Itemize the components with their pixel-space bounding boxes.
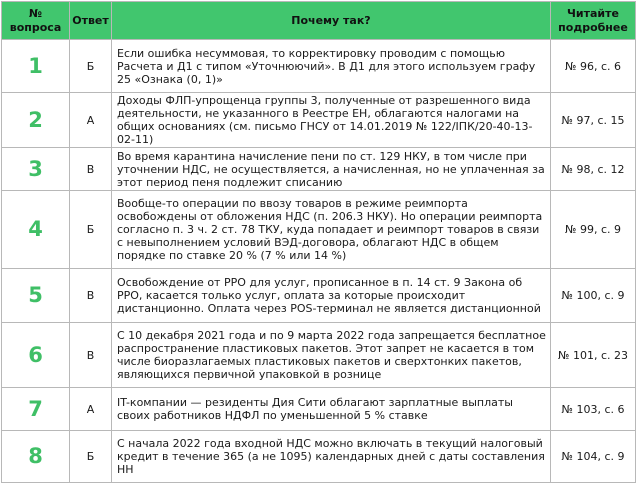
reference-cell: № 98, с. 12	[551, 148, 636, 191]
reference-cell: № 103, с. 6	[551, 388, 636, 431]
header-read-more: Читайте подробнее	[551, 2, 636, 40]
answer-cell: Б	[70, 191, 112, 269]
table-row	[2, 269, 636, 323]
explanation-cell: Освобождение от РРО для услуг, прописанное в п. 14 ст. 9 Закона об РРО, касается только услуг, оплата за которые происходит дистанционно. Оплата через POS-терминал не является дистанционной	[112, 269, 551, 323]
answer-cell: В	[70, 323, 112, 388]
explanation-cell: IT-компании — резиденты Дия Сити облагают зарплатные выплаты своих работников НДФЛ по уменьшенной 5 % ставке	[112, 388, 551, 431]
reference-cell: № 100, с. 9	[551, 269, 636, 323]
table-row	[2, 93, 636, 148]
reference-cell: № 104, с. 9	[551, 431, 636, 483]
question-number: 3	[2, 148, 70, 191]
table-header	[2, 2, 636, 40]
reference-cell: № 99, с. 9	[551, 191, 636, 269]
answer-cell: А	[70, 388, 112, 431]
explanation-cell: Доходы ФЛП-упрощенца группы 3, полученные от разрешенного вида деятельности, не указанного в Реестре ЕН, облагаются налогами на общих основаниях (см. письмо ГНСУ от 14.01.2019 № 122/ІПК/20-40-13-02-11)	[112, 93, 551, 148]
question-number: 2	[2, 93, 70, 148]
table-row	[2, 388, 636, 431]
answers-table	[1, 1, 636, 483]
header-why: Почему так?	[112, 2, 551, 40]
question-number: 4	[2, 191, 70, 269]
question-number: 6	[2, 323, 70, 388]
table-row	[2, 148, 636, 191]
question-number: 8	[2, 431, 70, 483]
question-number: 1	[2, 40, 70, 93]
explanation-cell: Вообще-то операции по ввозу товаров в режиме реимпорта освобождены от обложения НДС (п. 206.3 НКУ). Но операции реимпорта согласно п. 3 ч. 2 ст. 78 ТКУ, куда попадает и реимпорт товаров в связи с невыполнением условий ВЭД-договора, облагают НДС в общем порядке по ставке 20 % (7 % или 14 %)	[112, 191, 551, 269]
answer-cell: Б	[70, 40, 112, 93]
header-answer: Ответ	[70, 2, 112, 40]
reference-cell: № 97, с. 15	[551, 93, 636, 148]
question-number: 7	[2, 388, 70, 431]
table-row	[2, 323, 636, 388]
answer-cell: В	[70, 269, 112, 323]
table-row	[2, 431, 636, 483]
table-row	[2, 191, 636, 269]
answers-table-container	[1, 1, 635, 483]
explanation-cell: Если ошибка несуммовая, то корректировку проводим с помощью Расчета и Д1 с типом «Уточнюючий». В Д1 для этого используем графу 25 «Ознака (0, 1)»	[112, 40, 551, 93]
header-question-number: № вопроса	[2, 2, 70, 40]
explanation-cell: Во время карантина начисление пени по ст. 129 НКУ, в том числе при уточнении НДС, не осуществляется, а начисленная, но не уплаченная за этот период пеня подлежит списанию	[112, 148, 551, 191]
answer-cell: А	[70, 93, 112, 148]
table-row	[2, 40, 636, 93]
reference-cell: № 96, с. 6	[551, 40, 636, 93]
explanation-cell: С 10 декабря 2021 года и по 9 марта 2022 года запрещается бесплатное распространение пластиковых пакетов. Этот запрет не касается в том числе биоразлагаемых пластиковых пакетов и сверхтонких пакетов, являющихся первичной упаковкой в рознице	[112, 323, 551, 388]
question-number: 5	[2, 269, 70, 323]
explanation-cell: С начала 2022 года входной НДС можно включать в текущий налоговый кредит в течение 365 (а не 1095) календарных дней с даты составления НН	[112, 431, 551, 483]
answer-cell: В	[70, 148, 112, 191]
answer-cell: Б	[70, 431, 112, 483]
reference-cell: № 101, с. 23	[551, 323, 636, 388]
